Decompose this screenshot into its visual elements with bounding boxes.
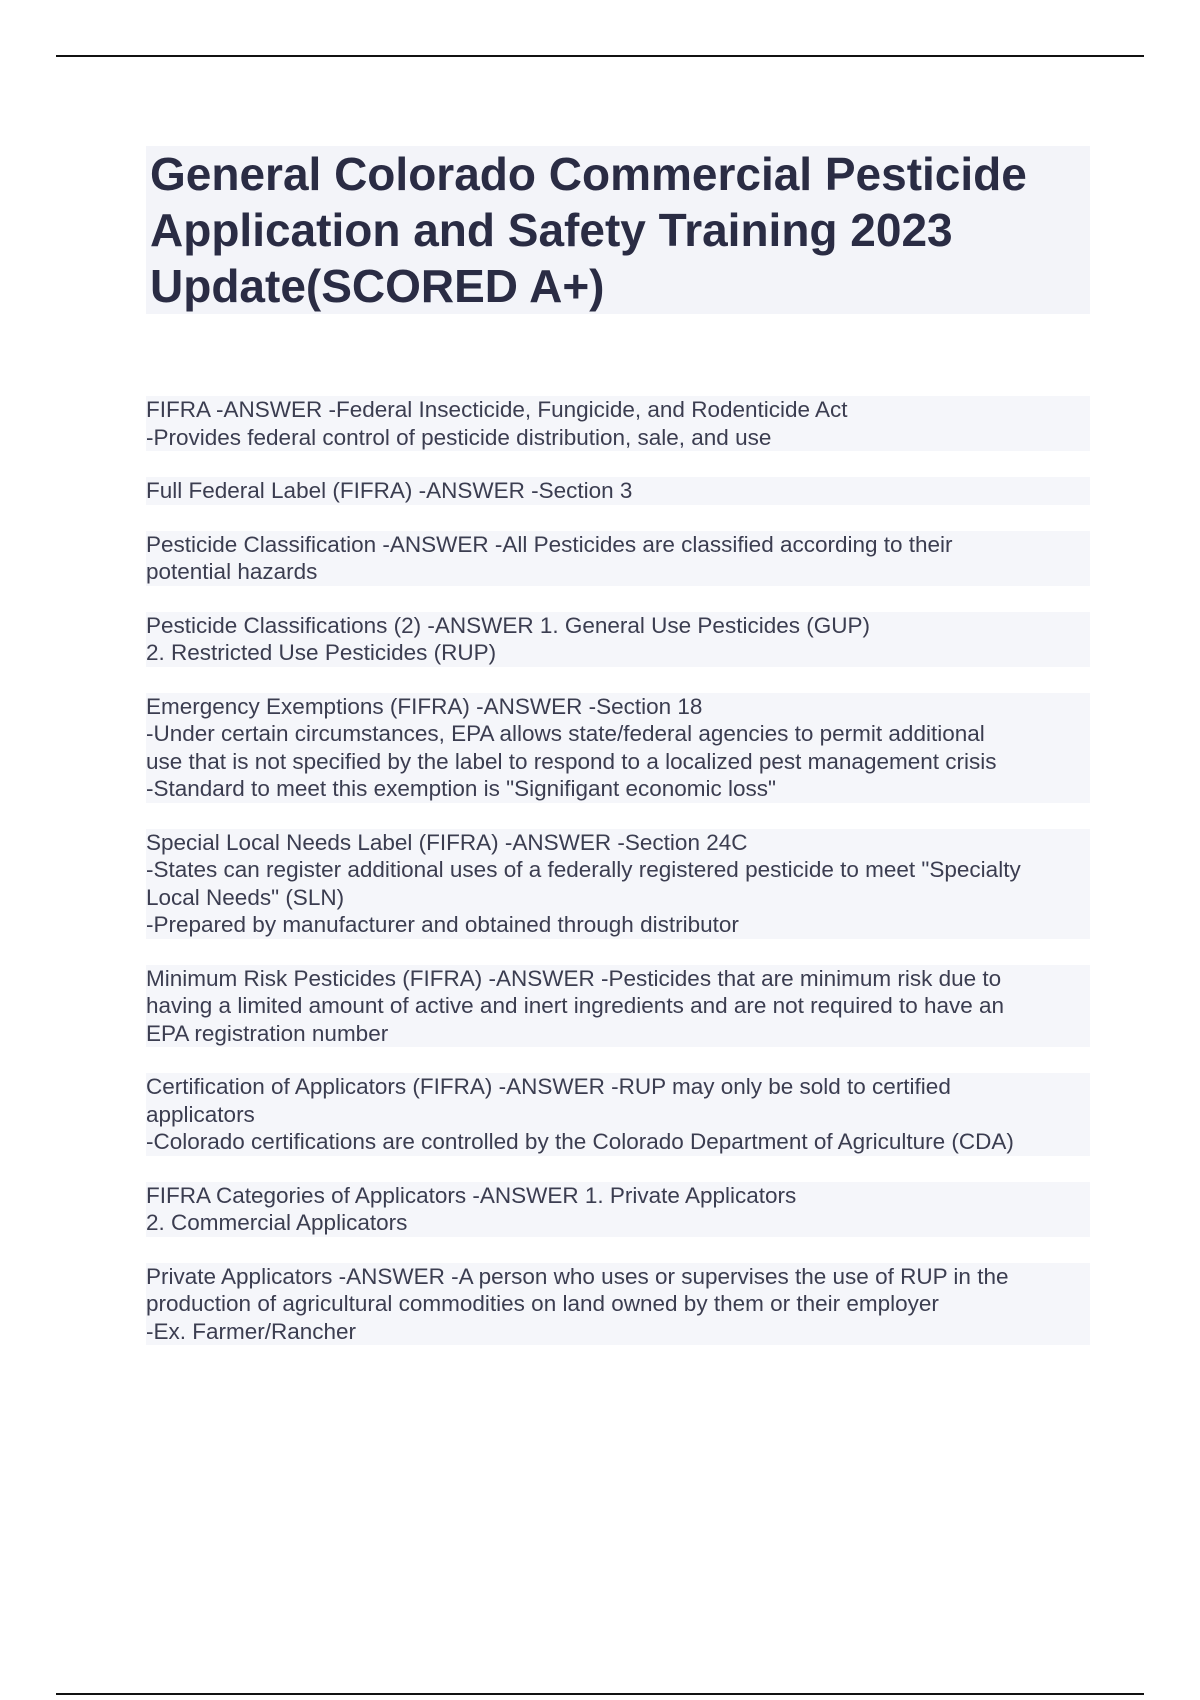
- entry-line: Emergency Exemptions (FIFRA) -ANSWER -Section 18: [146, 693, 1090, 721]
- entry-line: 2. Restricted Use Pesticides (RUP): [146, 639, 1090, 667]
- qa-list: [146, 396, 1090, 1371]
- entry-line: Pesticide Classifications (2) -ANSWER 1. General Use Pesticides (GUP): [146, 612, 1090, 640]
- entry-line: Certification of Applicators (FIFRA) -ANSWER -RUP may only be sold to certified: [146, 1073, 1090, 1101]
- entry-line: Full Federal Label (FIFRA) -ANSWER -Section 3: [146, 477, 1090, 505]
- entry-line: EPA registration number: [146, 1020, 1090, 1048]
- entry-line: Local Needs" (SLN): [146, 884, 1090, 912]
- entry-line: use that is not specified by the label to respond to a localized pest management crisis: [146, 748, 1090, 776]
- entry-line: -Ex. Farmer/Rancher: [146, 1318, 1090, 1346]
- top-divider: [56, 55, 1144, 57]
- entry-line: -States can register additional uses of a federally registered pesticide to meet "Specialty: [146, 856, 1090, 884]
- qa-entry-pesticide-classifications: [146, 612, 1090, 667]
- title-line: Application and Safety Training 2023: [150, 204, 953, 256]
- qa-entry-private-applicators: [146, 1263, 1090, 1346]
- entry-line: FIFRA -ANSWER -Federal Insecticide, Fungicide, and Rodenticide Act: [146, 396, 1090, 424]
- bottom-divider: [56, 1693, 1144, 1695]
- qa-entry-pesticide-classification: [146, 531, 1090, 586]
- title-line: General Colorado Commercial Pesticide: [150, 148, 1027, 200]
- entry-line: Pesticide Classification -ANSWER -All Pesticides are classified according to their: [146, 531, 1090, 559]
- entry-line: applicators: [146, 1101, 1090, 1129]
- entry-line: production of agricultural commodities on land owned by them or their employer: [146, 1290, 1090, 1318]
- qa-entry-fifra: [146, 396, 1090, 451]
- entry-line: -Provides federal control of pesticide distribution, sale, and use: [146, 424, 1090, 452]
- entry-line: Private Applicators -ANSWER -A person who uses or supervises the use of RUP in the: [146, 1263, 1090, 1291]
- qa-entry-minimum-risk-pesticides: [146, 965, 1090, 1048]
- document-title: [146, 146, 1090, 314]
- entry-line: Minimum Risk Pesticides (FIFRA) -ANSWER -Pesticides that are minimum risk due to: [146, 965, 1090, 993]
- entry-line: -Under certain circumstances, EPA allows state/federal agencies to permit additional: [146, 720, 1090, 748]
- entry-line: potential hazards: [146, 558, 1090, 586]
- qa-entry-certification-of-applicators: [146, 1073, 1090, 1156]
- entry-line: 2. Commercial Applicators: [146, 1209, 1090, 1237]
- qa-entry-special-local-needs: [146, 829, 1090, 939]
- entry-line: -Standard to meet this exemption is "Signifigant economic loss": [146, 775, 1090, 803]
- entry-line: -Colorado certifications are controlled by the Colorado Department of Agriculture (CDA): [146, 1128, 1090, 1156]
- qa-entry-emergency-exemptions: [146, 693, 1090, 803]
- title-line: Update(SCORED A+): [150, 260, 605, 312]
- qa-entry-fifra-categories: [146, 1182, 1090, 1237]
- qa-entry-full-federal-label: [146, 477, 1090, 505]
- entry-line: Special Local Needs Label (FIFRA) -ANSWER -Section 24C: [146, 829, 1090, 857]
- entry-line: FIFRA Categories of Applicators -ANSWER 1. Private Applicators: [146, 1182, 1090, 1210]
- entry-line: -Prepared by manufacturer and obtained through distributor: [146, 911, 1090, 939]
- entry-line: having a limited amount of active and inert ingredients and are not required to have an: [146, 992, 1090, 1020]
